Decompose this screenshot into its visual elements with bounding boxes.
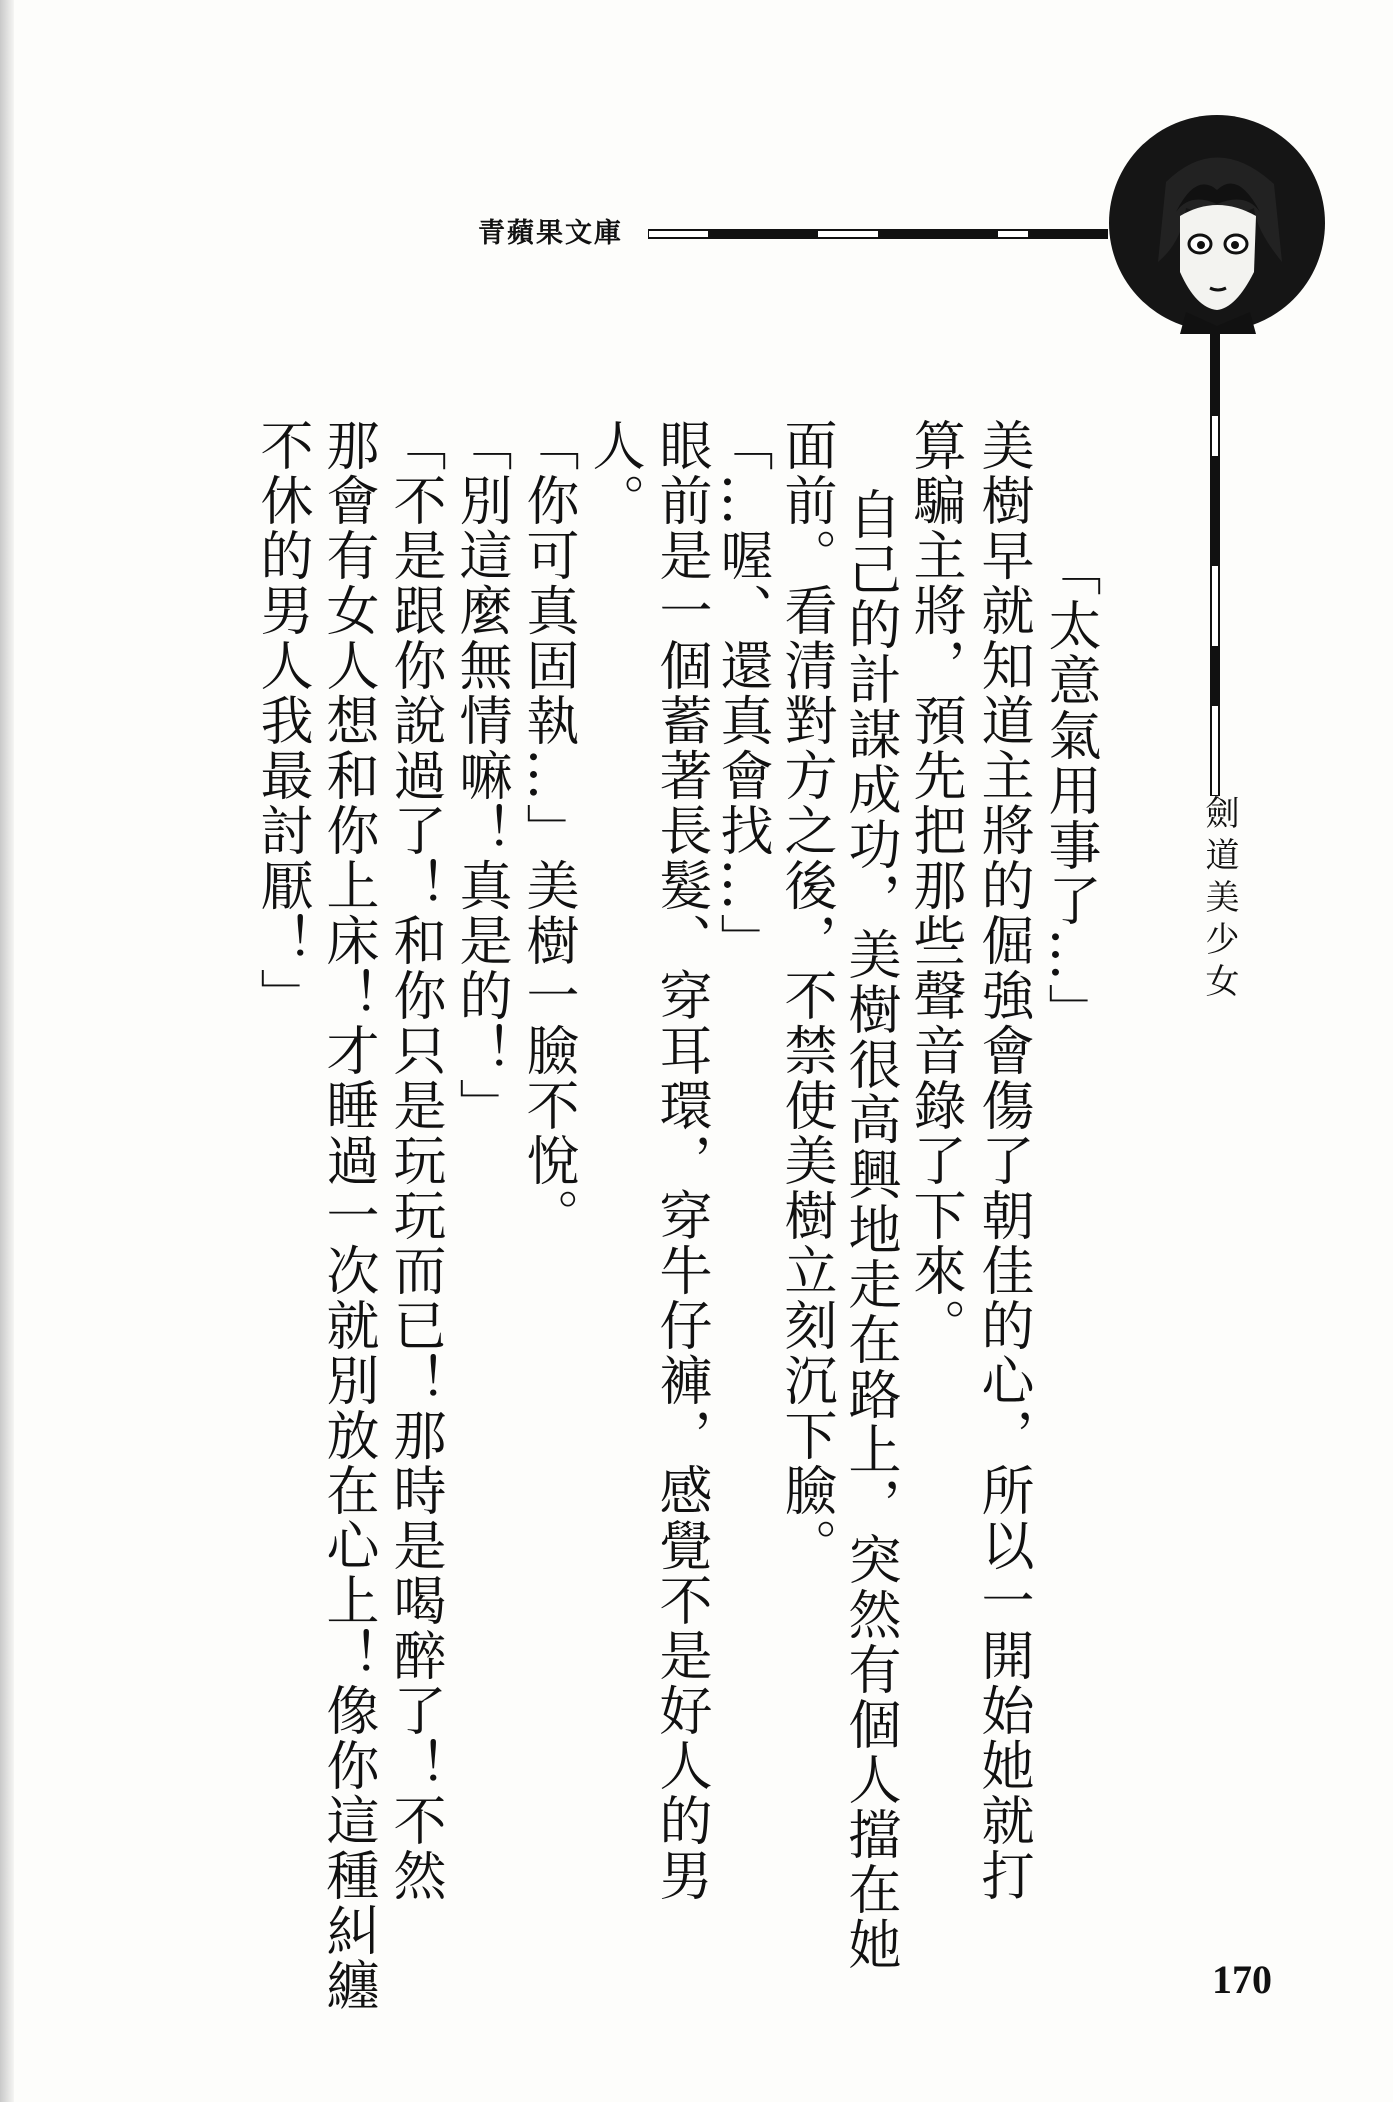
text-line-3: 算騙主將，預先把那些聲音錄了下來。	[905, 418, 966, 1353]
text-line-5: 面前。看清對方之後，不禁使美樹立刻沉下臉。	[776, 418, 837, 1573]
header-rule	[648, 226, 1108, 242]
text-line-1: 「太意氣用事了…」	[1040, 543, 1101, 1038]
text-line-13: 不休的男人我最討厭！」	[252, 418, 313, 1023]
page-binding-edge	[0, 0, 14, 2102]
text-line-7: 眼前是一個蓄著長髮、穿耳環，穿牛仔褲，感覺不是好人的男	[651, 418, 712, 1903]
text-line-6: 「…喔、還真會找…」	[712, 418, 773, 968]
text-line-2: 美樹早就知道主將的倔強會傷了朝佳的心，所以一開始她就打	[973, 418, 1034, 1903]
text-line-10: 「別這麼無情嘛！真是的！」	[451, 418, 512, 1133]
text-line-11: 「不是跟你說過了！和你只是玩玩而已！那時是喝醉了！不然	[385, 418, 446, 1903]
text-line-8: 人。	[584, 418, 645, 528]
page-number: 170	[1212, 1957, 1272, 2002]
text-line-4: 自己的計謀成功，美樹很高興地走在路上，突然有個人擋在她	[840, 487, 901, 1972]
vertical-rule	[1202, 326, 1228, 796]
series-title: 青蘋果文庫	[478, 218, 623, 249]
book-title: 劍道美少女	[1199, 795, 1239, 1005]
text-line-9: 「你可真固執…」美樹一臉不悅。	[518, 418, 579, 1243]
text-line-12: 那會有女人想和你上床！才睡過一次就別放在心上！像你這種糾纏	[318, 418, 379, 2013]
girl-portrait-icon	[1106, 112, 1328, 334]
